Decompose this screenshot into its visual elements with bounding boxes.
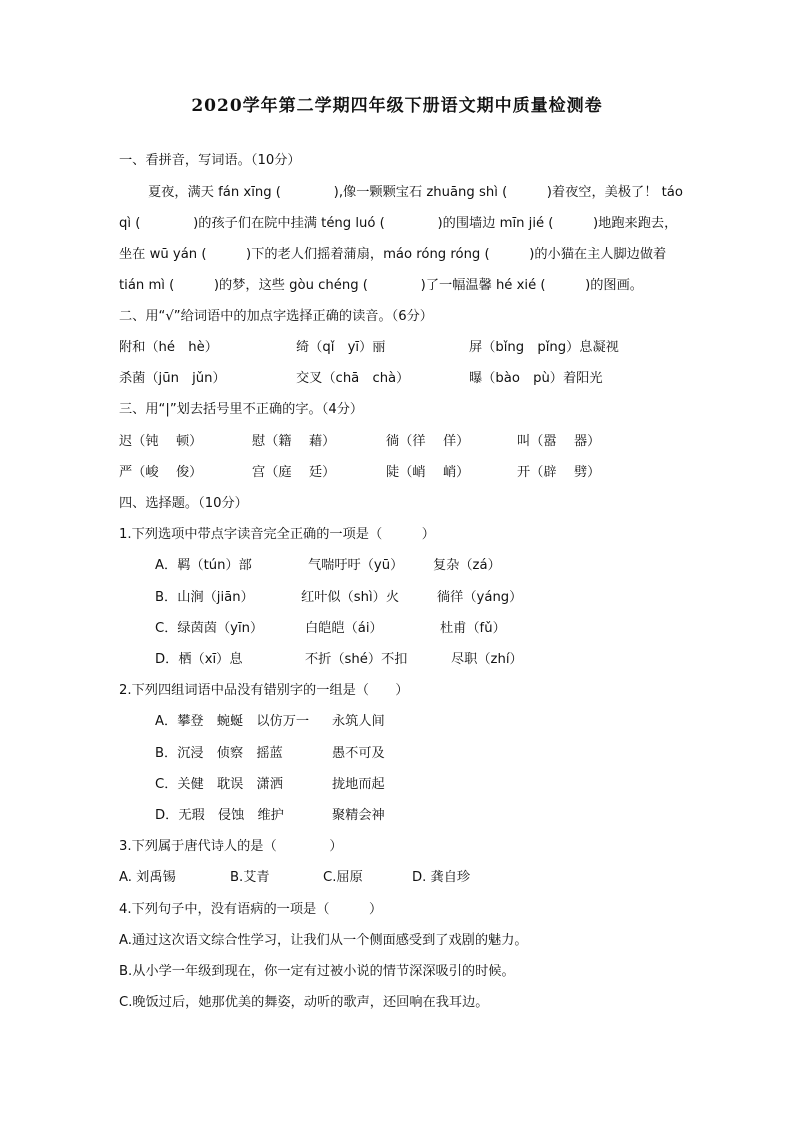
option-part: A. 刘禹锡 (119, 870, 176, 885)
pronunciation-item: 附和（hé hè） (119, 340, 218, 355)
character-item: 徜（徉 佯） (386, 434, 470, 449)
option-part: 复杂（zá） (433, 558, 501, 573)
option-part: A．羁（tún）部 (155, 558, 252, 573)
character-item: 叫（嚣 器） (517, 434, 601, 449)
question-4-stem: 4.下列句子中，没有语病的一项是（ ） (119, 902, 383, 917)
option-part: 徜徉（yáng） (437, 590, 523, 605)
option-part: D. 龚自珍 (412, 870, 471, 885)
option-part: C．关健 耽误 潇洒 (155, 777, 283, 792)
option-part: 愚不可及 (332, 746, 385, 761)
pronunciation-item: 曝（bào pù）着阳光 (469, 371, 603, 386)
section4-heading: 四、选择题。（10分） (119, 496, 248, 511)
section1-line-1: 夏夜，满天 fán xīng ( ),像一颗颗宝石 zhuāng shì ( )着夜空，美极了！ táo (148, 185, 683, 200)
exam-title: 2020学年第二学期四年级下册语文期中质量检测卷 (191, 96, 603, 116)
option-part: D．栖（xī）息 (155, 652, 243, 667)
option-part: 气喘吁吁（yū） (308, 558, 404, 573)
option-part: C.屈原 (323, 870, 363, 885)
option-part: 不折（shé）不扣 (305, 652, 408, 667)
pronunciation-item: 交叉（chā chà） (296, 371, 410, 386)
character-item: 陡（峭 峭） (386, 465, 470, 480)
pronunciation-item: 屏（bǐng pǐng）息凝视 (469, 340, 619, 355)
pronunciation-item: 绮（qǐ yī）丽 (296, 340, 386, 355)
option-part: B．山涧（jiān） (155, 590, 254, 605)
section1-line-3: 坐在 wū yán ( )下的老人们摇着蒲扇，máo róng róng ( )的小猫在主人脚边做着 (119, 247, 667, 262)
option-part: A．攀登 蜿蜒 以仿万一 (155, 714, 310, 729)
option-part: 拢地而起 (332, 777, 385, 792)
question-3-stem: 3.下列属于唐代诗人的是（ ） (119, 839, 343, 854)
option-part: 白皑皑（ái） (305, 621, 383, 636)
question-2-stem: 2.下列四组词语中品没有错别字的一组是（ ） (119, 683, 409, 698)
character-item: 慰（籍 藉） (252, 434, 336, 449)
option-part: B．沉浸 侦察 摇蓝 (155, 746, 283, 761)
option-part: 永筑人间 (332, 714, 385, 729)
option-part: D．无瑕 侵蚀 维护 (155, 808, 284, 823)
question-1-stem: 1.下列选项中带点字读音完全正确的一项是（ ） (119, 527, 435, 542)
character-item: 开（辟 劈） (517, 465, 601, 480)
option-part: 红叶似（shì）火 (301, 590, 400, 605)
character-item: 宫（庭 廷） (252, 465, 336, 480)
option-part: B.艾青 (230, 870, 270, 885)
option-part: 尽职（zhí） (451, 652, 523, 667)
question-4-option-b: B.从小学一年级到现在，你一定有过被小说的情节深深吸引的时候。 (119, 964, 515, 979)
pronunciation-item: 杀菌（jūn jǔn） (119, 371, 226, 386)
section1-line-4: tián mì ( )的梦，这些 gòu chéng ( )了一幅温馨 hé xié ( )的图画。 (119, 278, 643, 293)
character-item: 迟（钝 顿） (119, 434, 203, 449)
section3-heading: 三、用“|”划去括号里不正确的字。（4分） (119, 402, 364, 417)
section2-heading: 二、用“√”给词语中的加点字选择正确的读音。（6分） (119, 309, 433, 324)
character-item: 严（峻 俊） (119, 465, 203, 480)
section1-line-2: qì ( )的孩子们在院中挂满 téng luó ( )的围墙边 mīn jié ( )地跑来跑去， (119, 216, 678, 231)
section1-heading: 一、看拼音，写词语。（10分） (119, 153, 301, 168)
question-4-option-c: C.晚饭过后，她那优美的舞姿，动听的歌声，还回响在我耳边。 (119, 995, 489, 1010)
question-4-option-a: A.通过这次语文综合性学习，让我们从一个侧面感受到了戏剧的魅力。 (119, 933, 528, 948)
option-part: 聚精会神 (332, 808, 385, 823)
option-part: 杜甫（fǔ） (440, 621, 506, 636)
option-part: C．绿茵茵（yīn） (155, 621, 264, 636)
